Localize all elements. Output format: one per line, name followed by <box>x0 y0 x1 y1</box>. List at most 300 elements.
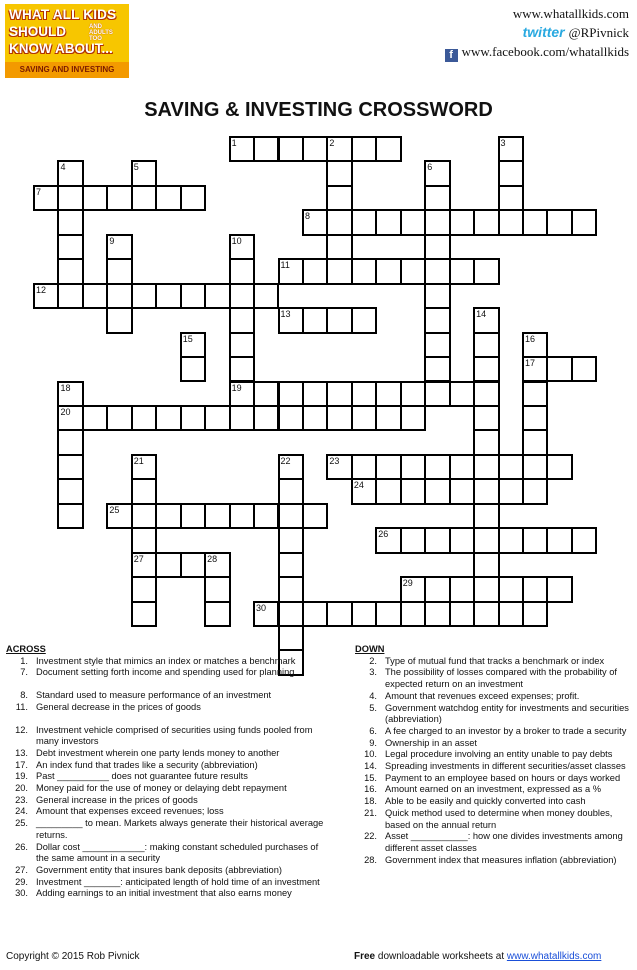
crossword-cell[interactable] <box>522 454 548 480</box>
crossword-cell[interactable] <box>180 185 206 211</box>
crossword-cell[interactable] <box>473 429 499 455</box>
crossword-cell[interactable] <box>302 601 328 627</box>
crossword-cell[interactable] <box>180 503 206 529</box>
crossword-cell[interactable] <box>229 332 255 358</box>
clue-item <box>355 703 637 726</box>
clue-item-text: A fee charged to an investor by a broker to trade a security <box>385 725 627 736</box>
crossword-cell[interactable] <box>131 503 157 529</box>
crossword-cell[interactable] <box>546 356 572 382</box>
crossword-cell[interactable] <box>326 160 352 186</box>
clue-item <box>355 749 637 761</box>
clue-item <box>355 808 637 831</box>
crossword-cell[interactable] <box>473 405 499 431</box>
crossword-cell[interactable] <box>106 405 132 431</box>
crossword-cell[interactable] <box>131 283 157 309</box>
clue-item-text: Amount earned on an investment, expressed as a % <box>385 784 602 795</box>
crossword-cell[interactable] <box>375 381 401 407</box>
spacer <box>6 714 332 725</box>
crossword-cell[interactable] <box>424 601 450 627</box>
crossword-cell[interactable] <box>180 356 206 382</box>
clue-number: 3 <box>500 138 506 148</box>
down-heading: DOWN <box>355 644 385 654</box>
clue-item <box>6 783 332 795</box>
crossword-cell[interactable] <box>546 527 572 553</box>
footer-worksheets <box>354 951 601 962</box>
crossword-cell[interactable] <box>424 234 450 260</box>
clue-item-text: Debt investment wherein one party lends money to another <box>36 747 280 758</box>
crossword-cell[interactable] <box>204 405 230 431</box>
clue-number: 25 <box>109 504 120 515</box>
crossword-cell[interactable] <box>204 503 230 529</box>
crossword-cell[interactable] <box>278 601 304 627</box>
crossword-cell[interactable] <box>498 454 524 480</box>
crossword-cell[interactable] <box>302 381 328 407</box>
clue-item <box>6 865 332 877</box>
clue-item-text: Document setting forth income and spending used for planning <box>36 667 295 678</box>
crossword-cell[interactable] <box>278 576 304 602</box>
crossword-cell[interactable] <box>498 601 524 627</box>
crossword-cell[interactable] <box>449 576 475 602</box>
clue-item <box>355 784 637 796</box>
crossword-cell[interactable] <box>326 258 352 284</box>
clue-number: 18 <box>60 382 71 393</box>
crossword-cell[interactable] <box>155 283 181 309</box>
crossword-cell[interactable] <box>326 405 352 431</box>
clue-item-number: 18. <box>364 796 377 807</box>
crossword-cell[interactable] <box>351 454 377 480</box>
clue-item-number: 21. <box>364 807 377 818</box>
crossword-cell[interactable] <box>473 381 499 407</box>
across-heading: ACROSS <box>6 644 46 654</box>
crossword-cell[interactable] <box>473 527 499 553</box>
crossword-cell[interactable] <box>546 576 572 602</box>
crossword-cell[interactable] <box>571 527 597 553</box>
clue-item-text: Amount that expenses exceed revenues; loss <box>36 806 224 817</box>
crossword-cell[interactable] <box>326 601 352 627</box>
clue-number: 4 <box>60 162 66 173</box>
crossword-cell[interactable] <box>326 185 352 211</box>
clue-number: 21 <box>133 455 144 466</box>
crossword-cell[interactable] <box>424 356 450 382</box>
crossword-cell[interactable] <box>204 283 230 309</box>
clue-item-number: 7. <box>20 667 28 678</box>
crossword-cell[interactable] <box>204 601 230 627</box>
clue-item <box>355 773 637 785</box>
crossword-cell[interactable] <box>351 209 377 235</box>
crossword-cell[interactable] <box>57 258 83 284</box>
crossword-cell[interactable] <box>522 209 548 235</box>
crossword-cell[interactable] <box>473 209 499 235</box>
crossword-cell[interactable] <box>57 454 83 480</box>
crossword-cell[interactable] <box>351 601 377 627</box>
twitter-handle[interactable]: @RPivnick <box>568 25 629 40</box>
down-clues <box>355 644 637 866</box>
clue-item <box>6 760 332 772</box>
clue-item <box>355 726 637 738</box>
crossword-cell[interactable] <box>571 209 597 235</box>
crossword-cell[interactable] <box>546 209 572 235</box>
clue-item-text: General increase in the prices of goods <box>36 794 198 805</box>
crossword-cell[interactable] <box>473 356 499 382</box>
crossword-cell[interactable] <box>424 454 450 480</box>
clue-number: 5 <box>133 162 139 173</box>
clue-number: 24 <box>353 480 364 491</box>
clue-item <box>6 725 332 748</box>
clue-item <box>355 656 637 668</box>
crossword-cell[interactable] <box>498 576 524 602</box>
clue-item-number: 8. <box>20 690 28 701</box>
clue-number: 27 <box>133 553 144 564</box>
crossword-cell[interactable] <box>498 160 524 186</box>
crossword-cell[interactable] <box>375 209 401 235</box>
clue-number: 26 <box>378 529 389 540</box>
clue-item <box>6 748 332 760</box>
clue-item-number: 23. <box>15 794 28 805</box>
clue-item <box>355 761 637 773</box>
crossword-cell[interactable] <box>449 601 475 627</box>
crossword-cell[interactable] <box>278 136 304 162</box>
crossword-cell[interactable] <box>473 503 499 529</box>
crossword-cell[interactable] <box>449 381 475 407</box>
logo-small-text: AND ADULTS TOO <box>89 24 113 42</box>
clue-number: 20 <box>60 406 71 417</box>
crossword-cell[interactable] <box>229 258 255 284</box>
crossword-cell[interactable] <box>473 601 499 627</box>
clue-item-number: 27. <box>15 864 28 875</box>
crossword-cell[interactable] <box>204 576 230 602</box>
clue-item <box>355 738 637 750</box>
crossword-cell[interactable] <box>375 478 401 504</box>
clue-item <box>6 818 332 841</box>
clue-item <box>6 656 332 668</box>
crossword-cell[interactable] <box>180 283 206 309</box>
crossword-cell[interactable] <box>82 283 108 309</box>
clue-item <box>6 667 332 679</box>
crossword-cell[interactable] <box>424 381 450 407</box>
crossword-cell[interactable] <box>57 478 83 504</box>
twitter-icon: twitter <box>522 24 565 40</box>
crossword-cell[interactable] <box>424 478 450 504</box>
clue-number: 19 <box>231 382 242 393</box>
crossword-cell[interactable] <box>155 185 181 211</box>
crossword-cell[interactable] <box>375 454 401 480</box>
crossword-cell[interactable] <box>57 503 83 529</box>
clue-number: 29 <box>402 578 413 589</box>
copyright: Copyright © 2015 Rob Pivnick <box>6 951 140 962</box>
crossword-cell[interactable] <box>400 258 426 284</box>
clue-item-number: 17. <box>15 759 28 770</box>
clue-item-number: 11. <box>15 701 28 712</box>
clue-number: 13 <box>280 309 291 320</box>
clue-item-text: Government index that measures inflation (abbreviation) <box>385 854 617 865</box>
footer-link[interactable]: www.whatallkids.com <box>506 951 602 962</box>
clue-item <box>355 831 637 854</box>
crossword-cell[interactable] <box>375 136 401 162</box>
clue-item-number: 20. <box>15 783 28 794</box>
clue-item-number: 19. <box>15 771 28 782</box>
crossword-cell[interactable] <box>424 283 450 309</box>
clue-item-number: 3. <box>369 667 377 678</box>
clue-item-text: Investment style that mimics an index or matches a benchmark <box>36 655 296 666</box>
crossword-cell[interactable] <box>498 527 524 553</box>
crossword-cell[interactable] <box>180 405 206 431</box>
crossword-cell[interactable] <box>449 258 475 284</box>
logo-line-2: SHOULD <box>9 24 66 39</box>
crossword-cell[interactable] <box>522 601 548 627</box>
crossword-cell[interactable] <box>424 576 450 602</box>
clue-item-text: Amount that revenues exceed expenses; profit. <box>385 690 580 701</box>
crossword-cell[interactable] <box>522 381 548 407</box>
crossword-cell[interactable] <box>473 478 499 504</box>
crossword-cell[interactable] <box>400 601 426 627</box>
crossword-cell[interactable] <box>351 307 377 333</box>
crossword-cell[interactable] <box>180 552 206 578</box>
crossword-cell[interactable] <box>498 478 524 504</box>
crossword-cell[interactable] <box>351 405 377 431</box>
clue-item <box>6 877 332 889</box>
clue-item-text: Dollar cost ____________: making constant scheduled purchases of the same amount in a security <box>36 841 319 864</box>
crossword-cell[interactable] <box>375 601 401 627</box>
clue-item <box>6 702 332 714</box>
crossword-cell[interactable] <box>424 307 450 333</box>
crossword-cell[interactable] <box>229 356 255 382</box>
clue-item <box>355 855 637 867</box>
clue-number: 11 <box>280 260 290 271</box>
clue-item-number: 13. <box>15 747 28 758</box>
clue-item-number: 14. <box>364 761 377 772</box>
crossword-cell[interactable] <box>229 283 255 309</box>
crossword-cell[interactable] <box>253 283 279 309</box>
clue-item-text: Ownership in an asset <box>385 737 477 748</box>
crossword-cell[interactable] <box>253 136 279 162</box>
facebook-icon: f <box>445 49 458 62</box>
crossword-cell[interactable] <box>522 429 548 455</box>
page-title: SAVING & INVESTING CROSSWORD <box>144 99 493 121</box>
website-link[interactable]: www.whatallkids.com <box>512 6 629 21</box>
crossword-cell[interactable] <box>375 258 401 284</box>
clue-number: 23 <box>329 455 340 466</box>
crossword-cell[interactable] <box>351 381 377 407</box>
crossword-cell[interactable] <box>302 307 328 333</box>
crossword-cell[interactable] <box>253 503 279 529</box>
clue-item-number: 22. <box>364 831 377 842</box>
clue-item <box>6 795 332 807</box>
crossword-cell[interactable] <box>57 185 83 211</box>
clue-number: 16 <box>525 333 536 344</box>
clue-item-text: Spreading investments in different securities/asset classes <box>385 761 626 772</box>
crossword-cell[interactable] <box>449 209 475 235</box>
across-clues <box>6 644 332 900</box>
clue-item-number: 10. <box>364 749 377 760</box>
clue-item-number: 1. <box>20 655 28 666</box>
clue-item-text: Able to be easily and quickly converted into cash <box>385 796 586 807</box>
crossword-cell[interactable] <box>571 356 597 382</box>
crossword-cell[interactable] <box>131 405 157 431</box>
crossword-cell[interactable] <box>449 478 475 504</box>
crossword-cell[interactable] <box>57 209 83 235</box>
clue-item <box>355 691 637 703</box>
clue-item-number: 15. <box>364 772 377 783</box>
clue-item-number: 9. <box>369 737 377 748</box>
crossword-cell[interactable] <box>522 478 548 504</box>
crossword-cell[interactable] <box>106 307 132 333</box>
clue-item-number: 5. <box>369 702 377 713</box>
crossword-cell[interactable] <box>400 478 426 504</box>
crossword-cell[interactable] <box>473 332 499 358</box>
crossword-cell[interactable] <box>278 503 304 529</box>
crossword-cell[interactable] <box>400 454 426 480</box>
clue-number: 28 <box>207 553 218 564</box>
crossword-cell[interactable] <box>326 209 352 235</box>
crossword-cell[interactable] <box>253 381 279 407</box>
crossword-cell[interactable] <box>131 185 157 211</box>
crossword-cell[interactable] <box>498 209 524 235</box>
clue-item-text: Quick method used to determine when money doubles, based on the annual return <box>385 807 613 830</box>
crossword-cell[interactable] <box>278 381 304 407</box>
footer-free: Free <box>354 951 376 962</box>
crossword-cell[interactable] <box>302 405 328 431</box>
crossword-cell[interactable] <box>326 381 352 407</box>
clue-number: 12 <box>36 284 47 295</box>
clue-number: 22 <box>280 455 291 466</box>
crossword-cell[interactable] <box>522 576 548 602</box>
clue-item-text: Past __________ does not guarantee future results <box>36 771 248 782</box>
crossword-cell[interactable] <box>57 429 83 455</box>
clue-item-text: Standard used to measure performance of an investment <box>36 690 272 701</box>
clue-item-number: 16. <box>364 784 377 795</box>
crossword-cell[interactable] <box>424 258 450 284</box>
crossword-cell[interactable] <box>424 332 450 358</box>
logo-line-3: KNOW ABOUT... <box>9 41 113 56</box>
logo-band: SAVING AND INVESTING <box>5 62 129 78</box>
crossword-cell[interactable] <box>473 552 499 578</box>
clue-item-number: 24. <box>15 806 28 817</box>
crossword-cell[interactable] <box>302 258 328 284</box>
crossword-cell[interactable] <box>131 576 157 602</box>
crossword-cell[interactable] <box>400 527 426 553</box>
crossword-cell[interactable] <box>351 136 377 162</box>
clue-item-number: 30. <box>15 888 28 899</box>
clue-number: 1 <box>231 138 237 148</box>
crossword-cell[interactable] <box>522 527 548 553</box>
crossword-cell[interactable] <box>473 258 499 284</box>
clue-number: 15 <box>182 333 193 344</box>
clue-item-text: Government entity that insures bank deposits (abbreviation) <box>36 864 282 875</box>
clue-item-text: An index fund that trades like a security (abbreviation) <box>36 759 258 770</box>
crossword-cell[interactable] <box>106 258 132 284</box>
crossword-cell[interactable] <box>424 185 450 211</box>
crossword-cell[interactable] <box>449 454 475 480</box>
footer-text: downloadable worksheets at <box>375 951 507 962</box>
clue-item-text: General decrease in the prices of goods <box>36 701 201 712</box>
crossword-cell[interactable] <box>229 503 255 529</box>
crossword-cell[interactable] <box>131 527 157 553</box>
clue-item-number: 29. <box>15 876 28 887</box>
clue-item <box>6 771 332 783</box>
crossword-cell[interactable] <box>302 136 328 162</box>
crossword-cell[interactable] <box>522 405 548 431</box>
crossword-cell[interactable] <box>375 405 401 431</box>
crossword-cell[interactable] <box>155 503 181 529</box>
clue-item <box>6 806 332 818</box>
logo-line-1: WHAT ALL KIDS <box>9 7 117 22</box>
clue-item-number: 2. <box>369 655 377 666</box>
clue-item-text: Legal procedure involving an entity unable to pay debts <box>385 749 613 760</box>
clue-number: 30 <box>256 602 267 613</box>
clue-number: 8 <box>304 211 310 222</box>
clue-item-text: The possibility of losses compared with the probability of expected return on an investment <box>385 667 618 690</box>
crossword-cell[interactable] <box>82 185 108 211</box>
crossword-cell[interactable] <box>131 601 157 627</box>
clue-item-text: Money paid for the use of money or delaying debt repayment <box>36 783 287 794</box>
crossword-cell[interactable] <box>229 307 255 333</box>
clue-item-number: 12. <box>15 724 28 735</box>
crossword-cell[interactable] <box>82 405 108 431</box>
clue-item-text: Asset ___________: how one divides investments among different asset classes <box>385 831 623 853</box>
crossword-cell[interactable] <box>302 503 328 529</box>
clue-item-number: 6. <box>369 725 377 736</box>
clue-item-text: Government watchdog entity for investments and securities (abbreviation) <box>385 702 629 725</box>
crossword-cell[interactable] <box>155 405 181 431</box>
clue-item-text: Type of mutual fund that tracks a benchmark or index <box>385 655 605 666</box>
facebook-link[interactable]: www.facebook.com/whatallkids <box>461 44 629 59</box>
crossword-cell[interactable] <box>400 405 426 431</box>
clue-number: 9 <box>109 235 115 246</box>
crossword-cell[interactable] <box>278 405 304 431</box>
clue-item <box>355 667 637 690</box>
clue-item-text: Payment to an employee based on hours or days worked <box>385 772 621 783</box>
clue-number: 2 <box>329 138 335 148</box>
crossword-cell[interactable] <box>106 283 132 309</box>
crossword-cell[interactable] <box>498 185 524 211</box>
crossword-cell[interactable] <box>278 478 304 504</box>
crossword-cell[interactable] <box>449 527 475 553</box>
crossword-cell[interactable] <box>229 405 255 431</box>
crossword-cell[interactable] <box>351 258 377 284</box>
clue-item-text: Adding earnings to an initial investment that also earns money <box>36 888 292 899</box>
crossword-cell[interactable] <box>546 454 572 480</box>
crossword-cell[interactable] <box>57 234 83 260</box>
crossword-cell[interactable] <box>400 381 426 407</box>
crossword-cell[interactable] <box>424 527 450 553</box>
crossword-cell[interactable] <box>424 209 450 235</box>
clue-number: 17 <box>525 358 536 369</box>
clue-item-number: 25. <box>15 818 28 829</box>
clue-item <box>6 888 332 900</box>
crossword-cell[interactable] <box>131 478 157 504</box>
clue-number: 14 <box>476 309 487 320</box>
crossword-cell[interactable] <box>278 527 304 553</box>
crossword-cell[interactable] <box>57 283 83 309</box>
clue-item-text: _________ to mean. Markets always generate their historical average returns. <box>36 818 324 840</box>
clue-number: 6 <box>427 162 433 173</box>
clue-number: 10 <box>231 235 242 246</box>
crossword-cell[interactable] <box>106 185 132 211</box>
crossword-cell[interactable] <box>253 405 279 431</box>
crossword-cell[interactable] <box>326 307 352 333</box>
crossword-cell[interactable] <box>473 454 499 480</box>
crossword-cell[interactable] <box>473 576 499 602</box>
crossword-cell[interactable] <box>155 552 181 578</box>
clue-number: 7 <box>36 186 42 197</box>
crossword-cell[interactable] <box>400 209 426 235</box>
crossword-cell[interactable] <box>326 234 352 260</box>
crossword-cell[interactable] <box>278 552 304 578</box>
clue-item-text: Investment _______: anticipated length of hold time of an investment <box>36 876 320 887</box>
spacer <box>6 679 332 690</box>
clue-item <box>6 690 332 702</box>
clue-item <box>355 796 637 808</box>
